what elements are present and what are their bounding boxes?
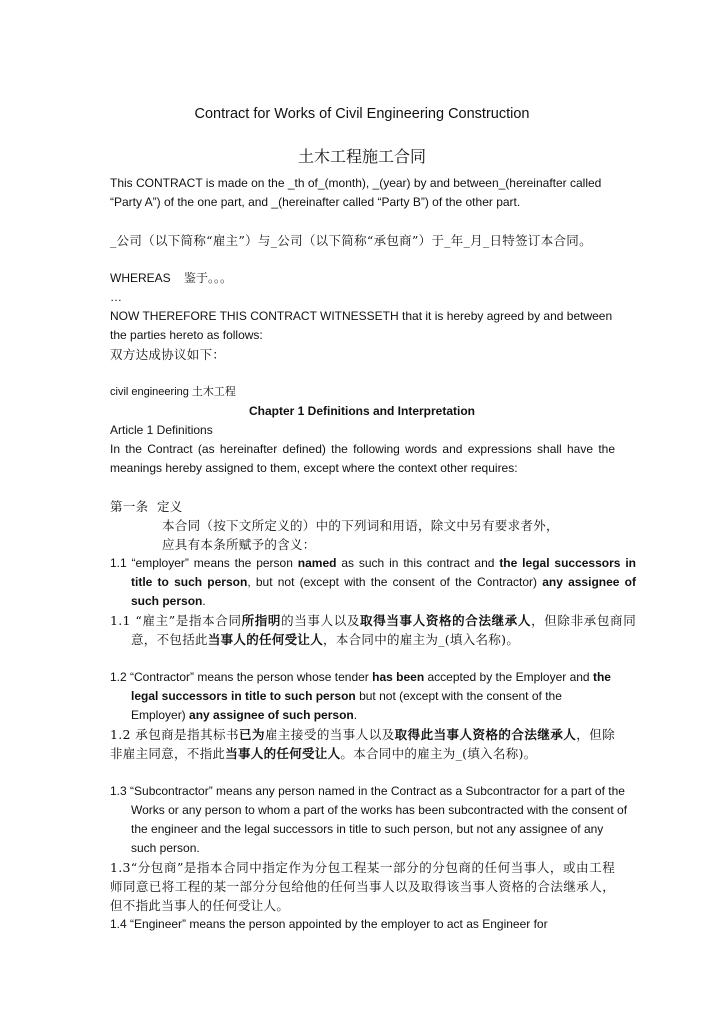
article-heading-chinese: 第一条 定义: [110, 499, 183, 514]
article-heading-english: Article 1 Definitions: [110, 423, 213, 437]
definition-1-4-english: 1.4 “Engineer” means the person appointed by the employer to act as Engineer for: [110, 917, 548, 931]
definition-1-1-english: 1.1 “employer” means the person named as such in this contract and the legal successors in title to such person, but not (except with the consent of the Contractor) any assignee of such person.: [110, 556, 636, 608]
intro-chinese: _公司（以下简称“雇主”）与_公司（以下简称“承包商”）于_年_月_日特签订本合同。: [110, 233, 592, 248]
article-body-chinese-line1: 本合同（按下文所定义的）中的下列词和用语，除文中另有要求者外，: [162, 518, 559, 533]
ellipsis-line: …: [110, 290, 122, 304]
definition-1-1-chinese: 1.1 “雇主”是指本合同所指明的当事人以及取得当事人资格的合法继承人，但除非承包商同意，不包括此当事人的任何受让人，本合同中的雇主为_(填入名称)。: [110, 613, 636, 647]
intro-english: This CONTRACT is made on the _th of_(month), _(year) by and between_(hereinafter called “Party A”) of the one part, and _(hereinafter called “Party B”) of the other part.: [110, 176, 602, 209]
title-english: Contract for Works of Civil Engineering Construction: [194, 106, 530, 122]
definition-1-2-english: 1.2 “Contractor” means the person whose tender has been accepted by the Employer and the legal successors in title to such person but not (except with the consent of the Employer) any assignee of such person.: [110, 670, 611, 722]
definition-1-3-english: 1.3 “Subcontractor” means any person named in the Contract as a Subcontractor for a part of the Works or any person to whom a part of the works has been subcontracted with the consent of the engineer and the legal successors in title to such person, but not any assignee of any such person.: [110, 784, 628, 855]
witness-english: NOW THEREFORE THIS CONTRACT WITNESSETH that it is hereby agreed by and between the parties hereto as follows:: [110, 309, 613, 342]
definition-1-3-chinese: 1.3“分包商”是指本合同中指定作为分包工程某一部分的分包商的任何当事人，或由工程师同意已将工程的某一部分分包给他的任何当事人以及取得该当事人资格的合法继承人，但不指此当事人的任何受让人。: [110, 860, 615, 913]
whereas-line: WHEREAS 鉴于。。。: [110, 271, 233, 285]
title-chinese: 土木工程施工合同: [297, 147, 426, 166]
article-body-chinese-line2: 应具有本条所赋予的含义：: [162, 537, 316, 552]
article-body-english: In the Contract (as hereinafter defined) the following words and expressions shall have the meanings hereby assigned to them, except where the context other requires:: [110, 442, 615, 475]
definition-1-2-chinese: 1.2 承包商是指其标书已为雇主接受的当事人以及取得此当事人资格的合法继承人，但除非雇主同意，不指此当事人的任何受让人。本合同中的雇主为_(填入名称)。: [110, 727, 616, 761]
footnote-civil-engineering: civil engineering 土木工程: [110, 386, 236, 398]
witness-chinese: 双方达成协议如下：: [110, 347, 226, 362]
chapter-heading: Chapter 1 Definitions and Interpretation: [248, 404, 476, 418]
